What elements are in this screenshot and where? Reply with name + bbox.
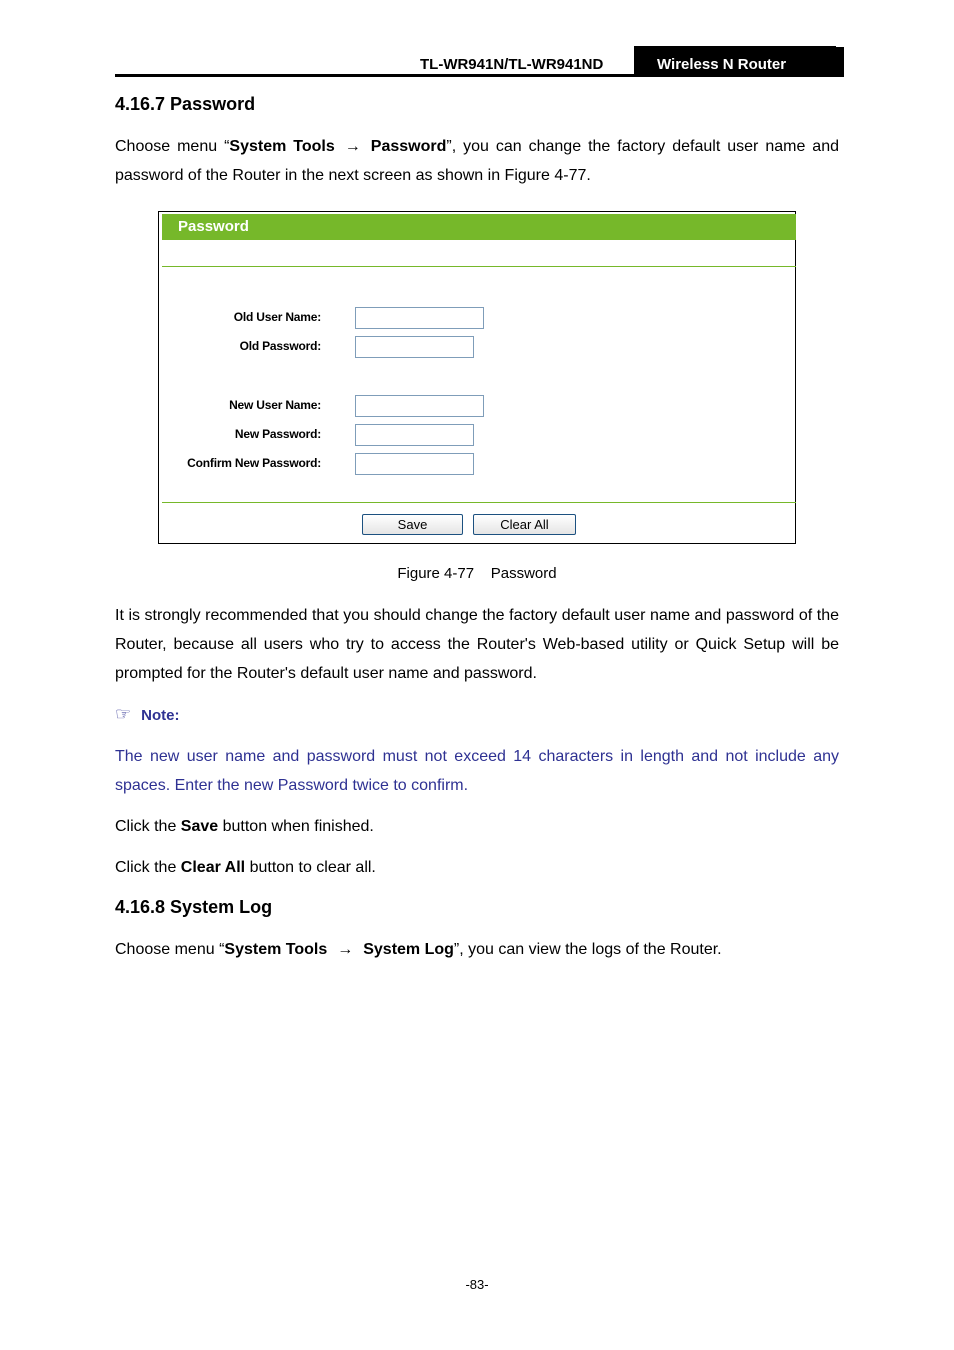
password-figure [158,211,796,544]
arrow-icon: → [337,941,354,958]
confirm-new-password-input[interactable] [355,453,474,475]
click-clear-bold: Clear All [180,859,246,876]
clear-all-button[interactable]: Clear All [473,514,576,535]
intro-post: ”, you can change the factory default user name and password of the Router in the next screen as shown in Figure 4-77. [115,138,839,184]
page-number: -83- [465,1277,489,1292]
old-password-input[interactable] [355,336,474,358]
log-intro-menu-system-log: System Log [363,941,454,958]
old-user-name-input[interactable] [355,307,484,329]
pointing-hand-icon: ☞ [115,704,132,724]
click-save-pre: Click the [115,818,181,835]
log-intro-menu-system-tools: System Tools [224,941,328,958]
recommend-paragraph: It is strongly recommended that you should change the factory default user name and password of the Router, because all users who try to access the Router's Web-based utility or Quick Setup will be prompted for the Router's default user name and password. [115,607,839,682]
system-log-intro [115,935,839,964]
note-heading [115,704,179,725]
header-product-box [634,46,844,77]
click-clear-pre: Click the [115,859,181,876]
section-heading-password: 4.16.7 Password [115,94,256,114]
figure-bottom-divider [162,502,796,503]
header-product: Wireless N Router [657,56,787,73]
header-rule [115,74,844,77]
section-heading-system-log: 4.16.8 System Log [115,897,273,917]
confirm-new-password-label: Confirm New Password: [187,456,321,470]
click-save-text [115,812,839,841]
note-text: The new user name and password must not exceed 14 characters in length and not include any spaces. Enter the new Password twice to confirm. [115,748,839,794]
click-clear-text [115,853,839,882]
figure-caption: Figure 4-77 Password [397,565,557,582]
save-button[interactable]: Save [362,514,463,535]
log-intro-post: ”, you can view the logs of the Router. [453,941,722,958]
password-intro [115,132,839,190]
intro-menu-system-tools: System Tools [229,138,335,155]
header-notch [836,46,844,47]
click-save-bold: Save [180,818,219,835]
click-save-post: button when finished. [218,818,374,835]
new-password-label: New Password: [234,427,321,441]
figure-top-divider [162,266,796,267]
old-user-name-label: Old User Name: [233,310,321,324]
new-user-name-label: New User Name: [229,398,321,412]
log-intro-pre: Choose menu “ [115,941,225,958]
intro-pre: Choose menu “ [115,138,230,155]
header-model: TL-WR941N/TL-WR941ND [420,56,604,73]
arrow-icon: → [344,138,361,155]
note-label: Note: [141,707,180,724]
click-clear-post: button to clear all. [245,859,376,876]
old-password-label: Old Password: [239,339,321,353]
intro-menu-password: Password [370,138,447,155]
new-password-input[interactable] [355,424,474,446]
new-user-name-input[interactable] [355,395,484,417]
figure-title: Password [162,214,796,240]
